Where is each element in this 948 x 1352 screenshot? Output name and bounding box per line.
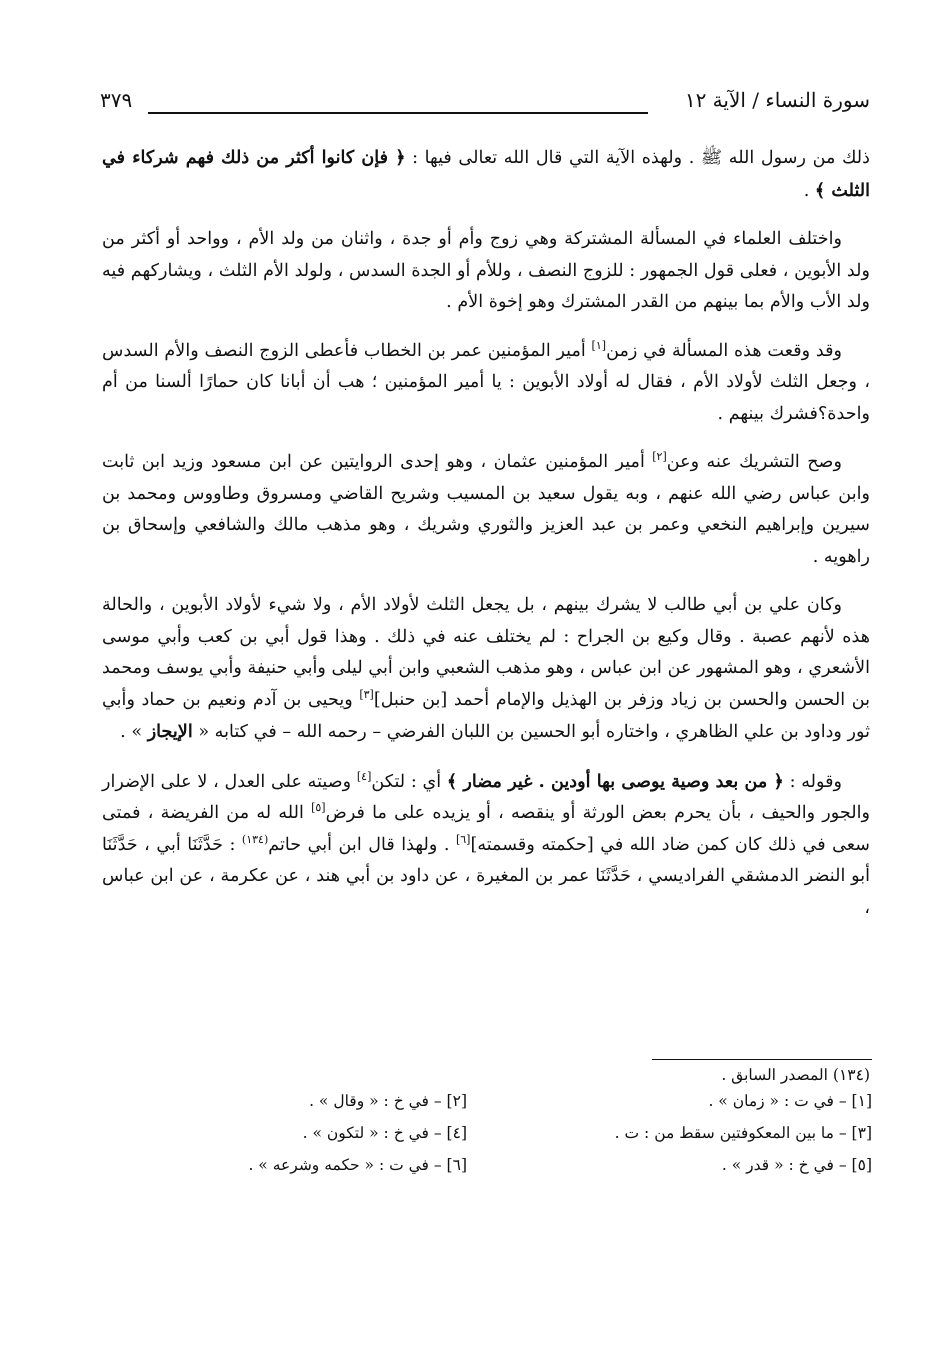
text-run: الله له من الفريضة ، فمتى سعى في ذلك كان كمن ضاد الله في [حكمته وقسمته]: [102, 803, 870, 855]
variant-note: [٥] – في خ : « قدر » .: [721, 1156, 872, 1174]
main-text: [102, 142, 870, 941]
text-run: ويحيى بن آدم ونعيم بن حماد وأبي ثور وداود بن علي الظاهري ، واختاره أبو الحسين بن اللبان الفرضي – رحمه الله – في كتابه «: [102, 689, 870, 742]
variant-note: [٤] – في خ : « لتكون » .: [302, 1124, 467, 1142]
text-run: : حَدَّثَنَا أبي ، حَدَّثَنَا أبو النضر الدمشقي الفراديسي ، حَدَّثَنَا عمر بن المغيرة ، عن داود بن أبي هند ، عن عكرمة ، عن ابن عباس ،: [102, 834, 870, 918]
paragraph-1: [102, 142, 870, 207]
text-run: » .: [120, 722, 148, 742]
text-run: وصيته على العدل ، لا على الإضرار والجور والحيف ، بأن يحرم بعض الورثة أو ينقصه ، أو يزيده على ما فرض: [102, 771, 870, 823]
paragraph-2: واختلف العلماء في المسألة المشتركة وهي زوج وأم أو جدة ، واثنان من ولد الأم ، وواحد أو أكثر من ولد الأبوين ، فعلى قول الجمهور : للزوج النصف ، وللأم أو الجدة السدس ، ولولد الأم الثلث ، ويشاركهم فيه ولد الأب والأم بما بينهم من القدر المشترك وهو إخوة الأم .: [102, 229, 870, 312]
note-ref-5: [٥]: [311, 801, 326, 815]
paragraph-6: [102, 766, 870, 925]
variant-notes: [180, 1092, 872, 1188]
text-run: أمير المؤمنين عثمان ، وهو إحدى الروايتين عن ابن مسعود وزيد ابن ثابت وابن عباس رضي الله عنهم ، وبه يقول سعيد بن المسيب وشريح القاضي ومسروق وطاووس ومحمد بن سيرين وإبراهيم النخعي وعمر بن عبد العزيز والثوري وشريك ، وهو مذهب مالك والشافعي وإسحاق بن راهويه .: [102, 452, 870, 567]
text-run: وكان علي بن أبي طالب لا يشرك بينهم ، بل يجعل الثلث لأولاد الأم ، ولا شيء لأولاد الأبوين ، والحالة هذه لأنهم عصبة . وقال وكيع بن الجراح : لم يختلف عنه في ذلك . وهذا قول أبي بن كعب وأبي موسى الأشعري ، وهو المشهور عن ابن عباس ، وهو مذهب الشعبي وابن أبي ليلى وأبي حنيفة وأبي يوسف ومحمد بن الحسن والحسن بن زياد وزفر بن الهذيل والإمام أحمد [بن حنبل]: [102, 595, 870, 710]
text-run: وصح التشريك عنه وعن: [666, 452, 842, 472]
variant-note: [٦] – في ت : « حكمه وشرعه » .: [248, 1156, 467, 1174]
note-ref-4: [٤]: [356, 769, 372, 783]
note-ref-3: [٣]: [359, 687, 374, 701]
paragraph-5: [102, 590, 870, 749]
variant-note: [٣] – ما بين المعكوفتين سقط من : ت .: [614, 1124, 872, 1142]
note-ref-2: [٢]: [652, 450, 667, 464]
paragraph-3: [102, 336, 870, 431]
surah-title: سورة النساء / الآية ١٢: [684, 88, 870, 112]
page-number: ٣٧٩: [100, 88, 133, 112]
header-rule: [148, 112, 648, 114]
note-ref-6: [٦]: [455, 832, 471, 846]
source-footnote: (١٣٤) المصدر السابق .: [721, 1066, 870, 1084]
text-run: أي : لتكن: [371, 771, 447, 792]
variant-row: [180, 1156, 872, 1188]
footnote-rule: [652, 1059, 872, 1060]
text-run: ذلك من رسول الله ﷺ . ولهذه الآية التي قال الله تعالى فيها :: [405, 148, 871, 168]
variant-note: [٢] – في خ : « وقال » .: [309, 1092, 467, 1110]
paragraph-4: [102, 447, 870, 573]
book-title: الإيجاز: [147, 721, 193, 742]
text-run: .: [803, 180, 815, 201]
text-run: . ولهذا قال ابن أبي حاتم: [268, 834, 456, 855]
note-ref-134: (١٣٤): [241, 832, 269, 846]
text-run: أمير المؤمنين عمر بن الخطاب فأعطى الزوج النصف والأم السدس ، وجعل الثلث لأولاد الأم ، فقال له أولاد الأبوين : يا أمير المؤمنين ؛ هب أن أبانا كان حمارًا ألسنا من أم واحدة؟فشرك بينهم .: [102, 340, 870, 424]
variant-note: [١] – في ت : « زمان » .: [708, 1092, 872, 1110]
variant-row: [180, 1092, 872, 1124]
variant-row: [180, 1124, 872, 1156]
text-run: وقد وقعت هذه المسألة في زمن: [606, 340, 842, 361]
quran-quote: ﴿ فإن كانوا أكثر من ذلك فهم شركاء في الثلث ﴾: [102, 147, 870, 201]
running-header: [100, 88, 870, 122]
text-run: وقوله :: [783, 771, 842, 792]
note-ref-1: [١]: [591, 338, 607, 352]
quran-quote: ﴿ من بعد وصية يوصى بها أودين . غير مضار ﴾: [446, 770, 784, 792]
